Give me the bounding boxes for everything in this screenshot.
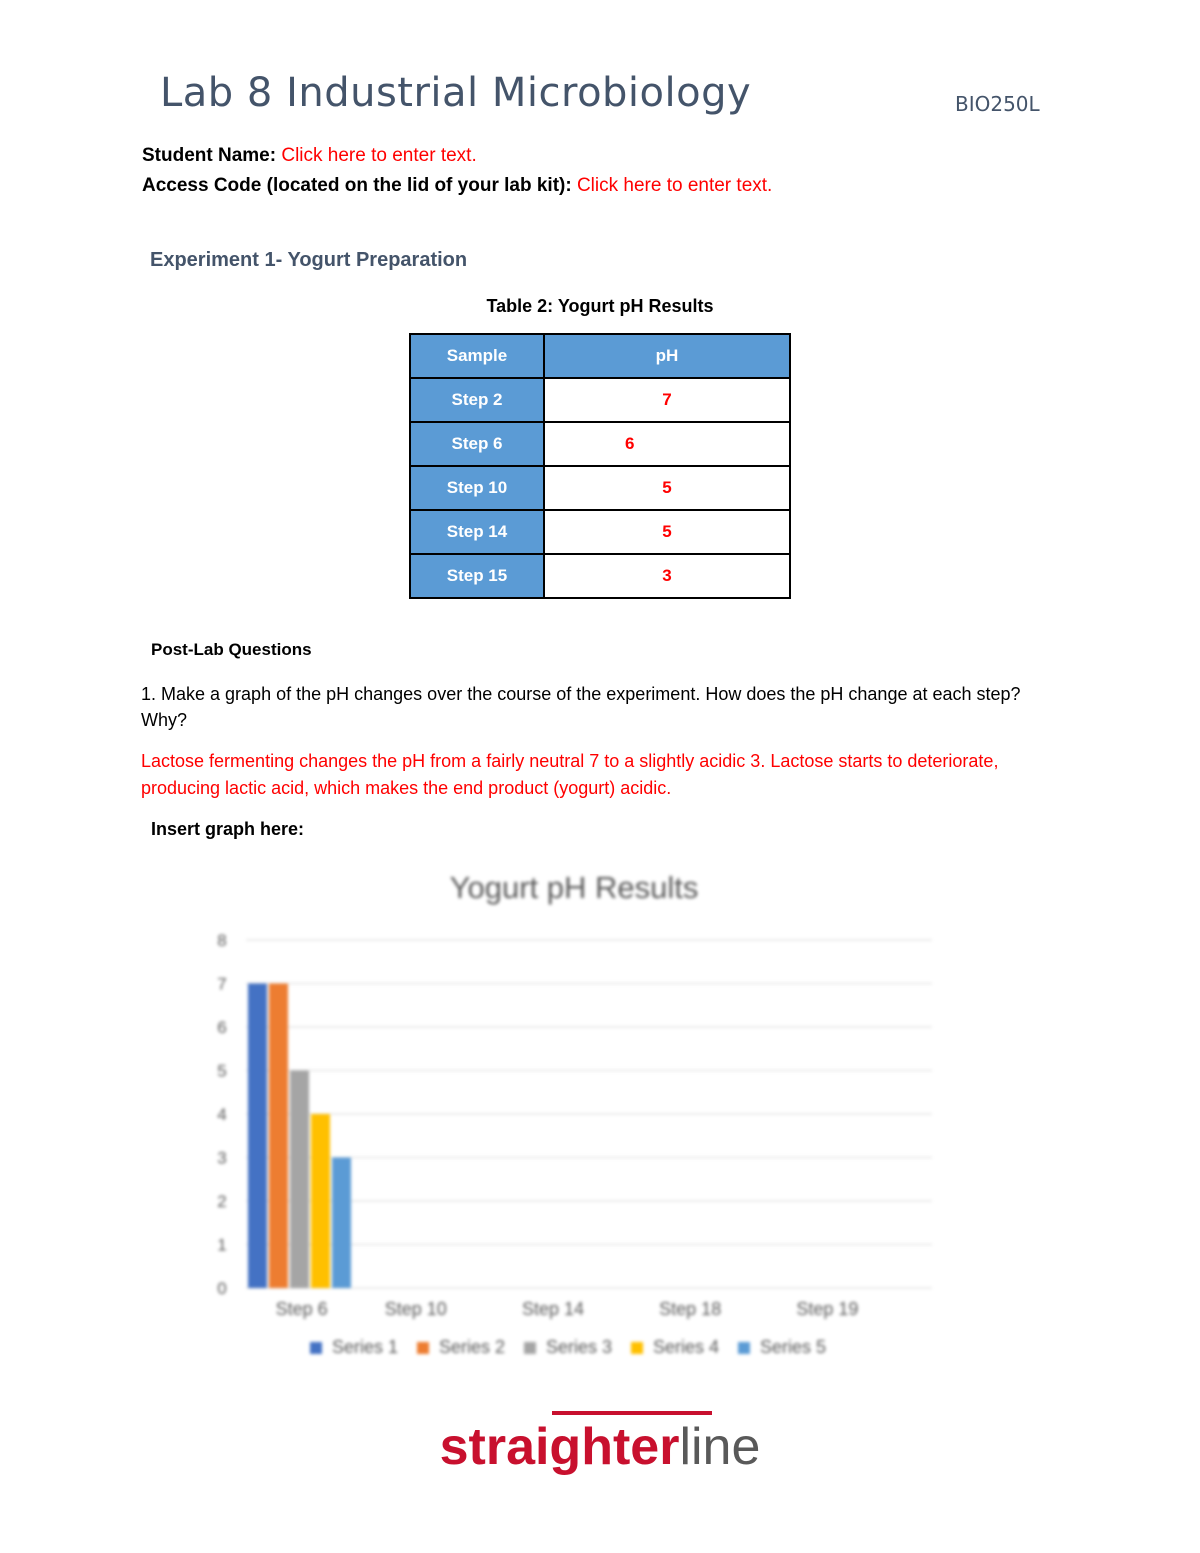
legend-label: Series 2: [439, 1337, 506, 1357]
x-tick-label: Step 10: [384, 1299, 447, 1319]
table-row: [410, 510, 790, 554]
ph-results-table: [409, 333, 791, 599]
column-header-sample: Sample: [410, 334, 544, 378]
logo-part-1: straighter: [439, 1418, 680, 1476]
bar-series-1: [248, 984, 267, 1289]
bar-series-2: [269, 984, 288, 1289]
y-tick-label: 3: [217, 1148, 227, 1168]
logo-part-2: line: [679, 1418, 761, 1476]
insert-graph-label: Insert graph here:: [151, 819, 305, 839]
table-row: [410, 422, 790, 466]
x-tick-label: Step 6: [275, 1299, 328, 1319]
y-tick-label: 4: [217, 1105, 227, 1124]
legend-swatch: [524, 1342, 536, 1354]
sample-cell: Step 10: [410, 466, 544, 510]
ph-chart: [210, 855, 932, 1390]
experiment-heading: Experiment 1- Yogurt Preparation: [150, 249, 468, 271]
ph-cell[interactable]: 5: [544, 466, 790, 510]
y-tick-label: 7: [217, 974, 227, 994]
ph-chart-svg: [210, 855, 932, 1390]
legend-label: Series 1: [332, 1337, 399, 1357]
y-tick-label: 5: [217, 1061, 227, 1081]
bar-series-5: [332, 1158, 351, 1289]
x-tick-label: Step 18: [659, 1299, 722, 1319]
legend-label: Series 3: [546, 1337, 613, 1357]
logo-svg: [0, 1408, 1200, 1488]
sample-cell: Step 15: [410, 554, 544, 598]
bar-series-4: [311, 1114, 330, 1288]
table-row: [410, 554, 790, 598]
legend-swatch: [417, 1342, 429, 1354]
access-code-row: [142, 175, 772, 197]
y-tick-label: 8: [217, 931, 227, 950]
logo-wordmark: [440, 1418, 761, 1476]
straighterline-logo: [0, 1408, 1200, 1488]
legend-swatch: [631, 1342, 643, 1354]
table-row: [410, 378, 790, 422]
table-header-row: [410, 334, 790, 378]
sample-cell: Step 6: [410, 422, 544, 466]
ph-cell[interactable]: 7: [544, 378, 790, 422]
student-name-row: [142, 145, 477, 167]
x-tick-label: Step 19: [796, 1299, 859, 1319]
page-title: Lab 8 Industrial Microbiology: [160, 70, 752, 116]
course-code: BIO250L: [955, 92, 1040, 116]
y-tick-label: 0: [217, 1279, 227, 1298]
legend-label: Series 5: [760, 1337, 827, 1357]
y-tick-label: 2: [217, 1192, 227, 1211]
x-tick-label: Step 14: [521, 1299, 585, 1319]
student-name-label: Student Name:: [142, 145, 277, 166]
ph-cell[interactable]: 5: [544, 510, 790, 554]
y-tick-label: 6: [217, 1018, 227, 1037]
table-row: [410, 466, 790, 510]
ph-cell[interactable]: 6: [544, 422, 790, 466]
ph-cell[interactable]: 3: [544, 554, 790, 598]
answer-1[interactable]: Lactose fermenting changes the pH from a fairly neutral 7 to a slightly acidic 3. Lactose starts to deteriorate, producing lactic acid, which makes the end product (yogurt) acidic.: [141, 751, 999, 798]
table-caption: Table 2: Yogurt pH Results: [486, 296, 714, 316]
access-code-field[interactable]: Click here to enter text.: [576, 175, 773, 196]
column-header-ph: pH: [544, 334, 790, 378]
student-name-field[interactable]: Click here to enter text.: [281, 145, 477, 166]
legend-label: Series 4: [653, 1337, 720, 1357]
post-lab-heading: Post-Lab Questions: [151, 640, 312, 659]
sample-cell: Step 14: [410, 510, 544, 554]
chart-title: Yogurt pH Results: [449, 870, 699, 905]
legend-swatch: [738, 1342, 750, 1354]
access-code-label: Access Code (located on the lid of your lab kit):: [142, 175, 572, 196]
sample-cell: Step 2: [410, 378, 544, 422]
legend-swatch: [310, 1342, 322, 1354]
bar-series-3: [290, 1071, 309, 1289]
y-tick-label: 1: [217, 1235, 227, 1255]
question-1: 1. Make a graph of the pH changes over the course of the experiment. How does the pH change at each step? Why?: [141, 684, 1021, 730]
